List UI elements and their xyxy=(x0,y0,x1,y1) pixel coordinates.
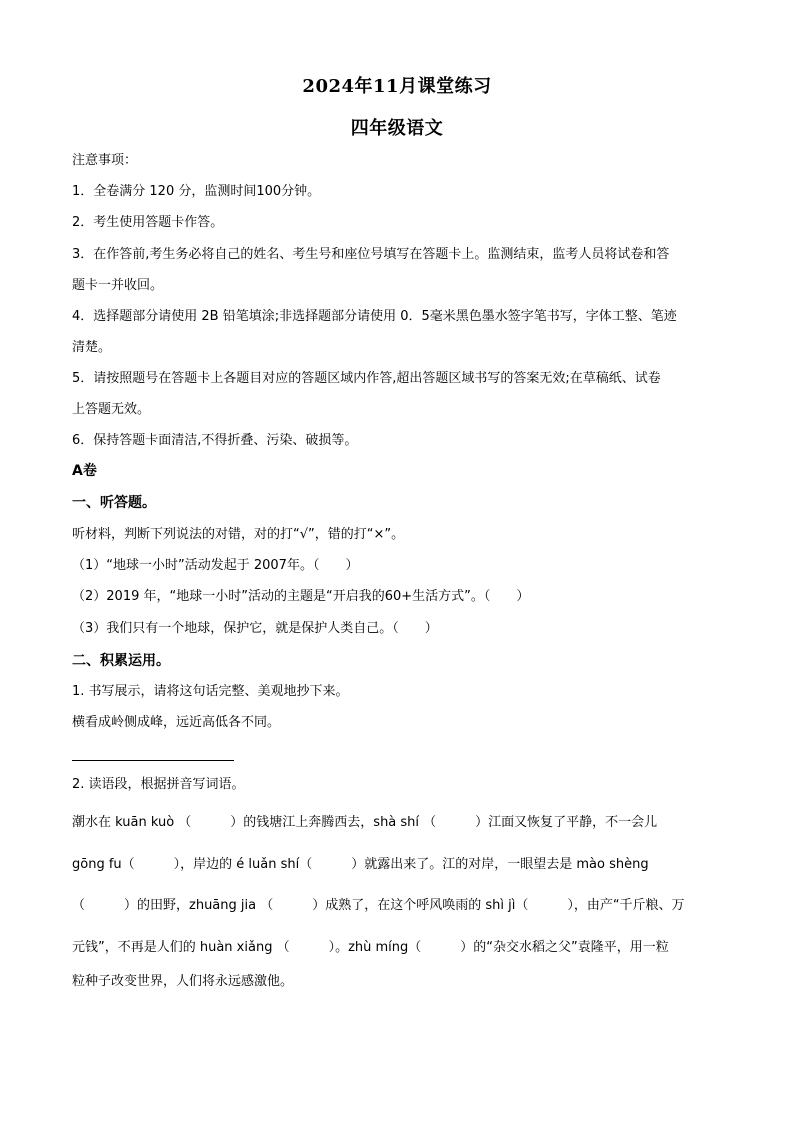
part1-instruction: 听材料，判断下列说法的对错，对的打“√”，错的打“×”。 xyxy=(72,527,405,542)
question: （2）2019 年，“地球一小时”活动的主题是“开启我的60+生活方式”。（ ） xyxy=(72,589,530,604)
notice-item: 上答题无效。 xyxy=(72,402,151,417)
answer-line xyxy=(72,760,234,761)
notice-item: 2．考生使用答题卡作答。 xyxy=(72,215,224,230)
notice-item: 3．在作答前,考生务必将自己的姓名、考生号和座位号填写在答题卡上。监测结束，监考人员将试卷和答 xyxy=(72,247,670,262)
notice-heading: 注意事项： xyxy=(72,153,138,168)
notice-item: 5．请按照题号在答题卡上各题目对应的答题区域内作答,超出答题区域书写的答案无效;在草稿纸、试卷 xyxy=(72,371,661,386)
question: （3）我们只有一个地球，保护它，就是保护人类自己。（ ） xyxy=(72,621,438,636)
page-title: 2024年11月课堂练习 xyxy=(302,76,492,97)
notice-item: 清楚。 xyxy=(72,340,112,355)
page-subtitle: 四年级语文 xyxy=(350,118,444,139)
question: 1. 书写展示，请将这句话完整、美观地抄下来。 xyxy=(72,684,349,699)
passage-line: 潮水在 kuān kuò （ ）的钱塘江上奔腾西去，shà shí （ ）江面又恢复了平静，不一会儿 xyxy=(72,815,658,830)
notice-item: 6．保持答题卡面清洁,不得折叠、污染、破损等。 xyxy=(72,433,358,448)
notice-item: 4．选择题部分请使用 2B 铅笔填涂;非选择题部分请使用 0．5毫米黑色墨水签字笔书写，字体工整、笔迹 xyxy=(72,309,677,324)
passage-line: 元钱”，不再是人们的 huàn xiǎng （ ）。zhù míng（ ）的“杂交水稻之父”袁隆平，用一粒 xyxy=(72,940,669,955)
section-label: A卷 xyxy=(72,463,97,479)
question: 2. 读语段，根据拼音写词语。 xyxy=(72,777,245,792)
copy-text: 横看成岭侧成峰，远近高低各不同。 xyxy=(72,715,281,730)
question: （1）“地球一小时”活动发起于 2007年。（ ） xyxy=(72,558,359,573)
passage-line: （ ）的田野，zhuāng jia （ ）成熟了，在这个呼风唤雨的 shì jì（ ），由产“千斤粮、万 xyxy=(72,898,685,913)
notice-item: 1．全卷满分 120 分，监测时间100分钟。 xyxy=(72,184,321,199)
notice-item: 题卡一并收回。 xyxy=(72,278,164,293)
passage-line: gōng fu（ ），岸边的 é luǎn shí（ ）就露出来了。江的对岸，一眼望去是 mào shèng xyxy=(72,857,649,872)
part2-heading: 二、积累运用。 xyxy=(72,653,170,669)
part1-heading: 一、听答题。 xyxy=(72,495,156,511)
passage-line: 粒种子改变世界，人们将永远感激他。 xyxy=(72,974,294,989)
